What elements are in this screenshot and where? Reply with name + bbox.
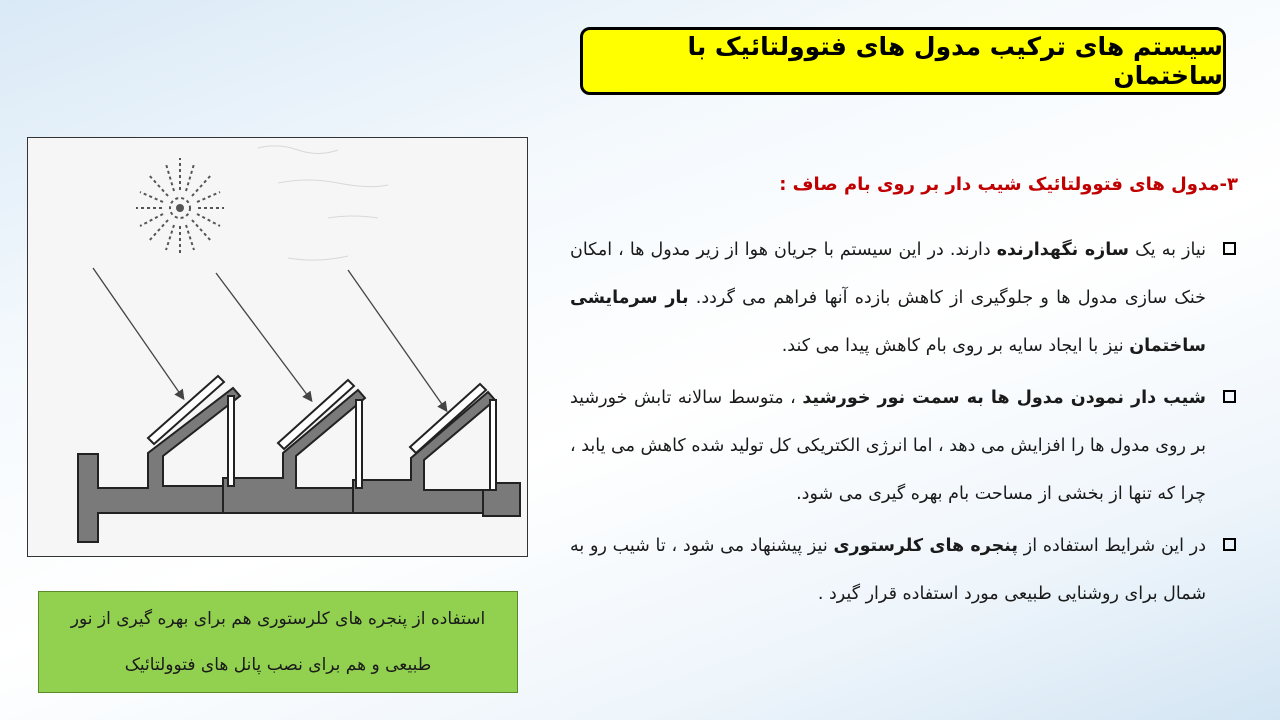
checkbox-bullet-icon bbox=[1223, 390, 1236, 403]
bullet-text: نیز پیشنهاد می شود ، تا شیب رو به شمال برای روشنایی طبیعی مورد استفاده قرار گیرد . bbox=[570, 536, 1206, 604]
title-box bbox=[580, 27, 1226, 95]
pv-roof-diagram bbox=[27, 137, 528, 557]
bullet-bold-text: پنجره های کلرستوری bbox=[833, 536, 1018, 556]
slide-title: سیستم های ترکیب مدول های فتوولتائیک با ساختمان bbox=[687, 32, 1223, 90]
bullet-bold-text: بار سرمایشی ساختمان bbox=[570, 288, 1206, 356]
checkbox-bullet-icon bbox=[1223, 538, 1236, 551]
caption-text: استفاده از پنجره های کلرستوری هم برای بهره گیری از نور طبیعی و هم برای نصب پانل های فتوولتائیک bbox=[70, 609, 486, 675]
bullet-list bbox=[570, 226, 1240, 622]
bullet-item-2 bbox=[570, 374, 1240, 518]
bullet-item-1 bbox=[570, 226, 1240, 370]
bullet-item-3 bbox=[570, 522, 1240, 618]
bullet-text: ، متوسط سالانه تابش خورشید بر روی مدول ها را افزایش می دهد ، اما انرژی الکتریکی کل تولید شده کاهش می یابد ، چرا که تنها از بخشی از مساحت بام بهره گیری می شود. bbox=[570, 388, 1206, 504]
sun-icon bbox=[136, 158, 224, 256]
bullet-text: دارند. در این سیستم با جریان هوا از زیر مدول ها ، امکان خنک سازی مدول ها و جلوگیری از کاهش بازده آنها فراهم می گردد. bbox=[570, 240, 1206, 308]
bullet-bold-text: شیب دار نمودن مدول ها به سمت نور خورشید bbox=[802, 388, 1206, 408]
bullet-text: در این شرایط استفاده از bbox=[1017, 536, 1207, 556]
bullet-text: نیز با ایجاد سایه بر روی بام کاهش پیدا می کند. bbox=[781, 336, 1130, 356]
sun-ray-arrows bbox=[93, 268, 446, 410]
caption-box bbox=[38, 591, 518, 693]
section-heading: ۳-مدول های فتوولتائیک شیب دار بر روی بام صاف : bbox=[779, 174, 1238, 195]
checkbox-bullet-icon bbox=[1223, 242, 1236, 255]
pv-roof-diagram-svg bbox=[28, 138, 527, 556]
bullet-text: نیاز به یک bbox=[1129, 240, 1206, 260]
bullet-bold-text: سازه نگهدارنده bbox=[996, 240, 1130, 260]
